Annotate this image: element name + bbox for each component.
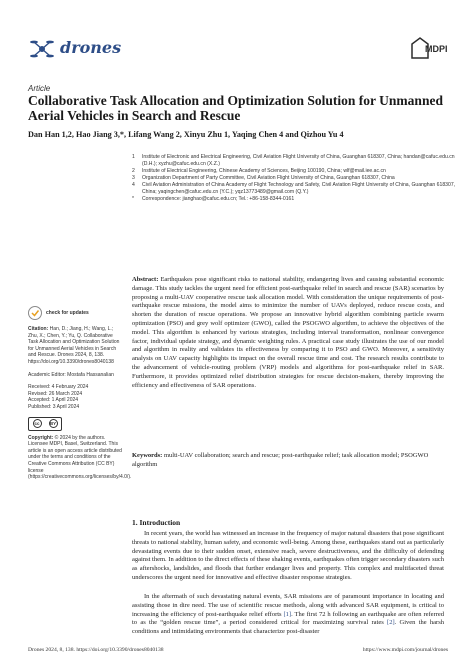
keywords-label: Keywords: bbox=[132, 452, 163, 459]
correspondence-item bbox=[132, 196, 462, 203]
article-type: Article bbox=[28, 84, 51, 93]
cc-license-badge[interactable] bbox=[28, 417, 62, 431]
copyright-text: © 2024 by the authors. Licensee MDPI, Basel, Switzerland. This article is an open access article distributed under the terms and conditions of the Creative Commons Attribution (CC BY) license (https://creativecommons.org/licenses/by/4.0/). bbox=[28, 434, 132, 481]
affiliations bbox=[132, 154, 462, 203]
affiliation-number: * bbox=[132, 196, 134, 202]
copyright-block bbox=[28, 434, 132, 481]
citation-block bbox=[28, 326, 124, 366]
check-updates-icon bbox=[28, 306, 42, 320]
paragraph-text: . Given the harsh conditions and intimidating environments that characterize post-disaster bbox=[132, 619, 444, 636]
affiliation-text: Institute of Electrical Engineering, Chinese Academy of Sciences, Beijing 100190, China; wlf@mail.iee.ac.cn bbox=[142, 168, 386, 174]
intro-paragraph-1: In recent years, the world has witnessed an increase in the frequency of major natural disasters that pose significant threats to national stability, human safety, and economic well-being. Among these, earthquakes stand out as particularly devastating events due to their sudden onset, extensive reach, severe destructiveness, and the difficulty of defending against them. In addition to the direct effects of these shaking events, earthquakes often trigger secondary disasters such as aftershocks, landslides, and floods that further endanger lives and property. This complex and multifaceted threat underscores the urgent need for innovative and effective disaster response strategies. bbox=[132, 530, 444, 581]
abstract-text: Earthquakes pose significant risks to national stability, endangering lives and causing substantial economic damage. This study tackles the urgent need for efficient post-earthquake relief in search and rescue (SAR) scenarios by proposing a multi-UAV cooperative rescue task allocation model. With consideration the unique requirements of post-earthquake rescue missions, the model aims to minimize the number of UAVs deployed, reduce rescue costs, and shorten the duration of rescue operations. We propose an innovative hybrid algorithm combining particle swarm optimization (PSO) and grey wolf optimizer (GWO), called the PSOGWO algorithm, to achieve the objectives of the model. This algorithm is enhanced by various strategies, including interval transformation, nonlinear convergence factor, individual update strategy, and dynamic weighting rules. A practical case study illustrates the use of our model and algorithm in reality and validates its effectiveness by comparing it to PSO and GWO. Moreover, a sensitivity analysis on UAV capacity highlights its impact on the overall rescue time and cost. The research results contribute to the advancement of vehicle-routing problem (VRP) models and algorithms for post-earthquake relief in SAR. Furthermore, it provides optimized relief distribution strategies for rescue decision-makers, thereby improving the efficiency and effectiveness of SAR operations. bbox=[132, 276, 444, 389]
publisher-name: MDPI bbox=[425, 44, 448, 54]
footer-citation: Drones 2024, 8, 138. https://doi.org/10.3390/drones8040138 bbox=[28, 647, 164, 653]
by-icon: BY bbox=[49, 421, 57, 427]
journal-name: drones bbox=[60, 38, 122, 57]
affiliation-number: 3 bbox=[132, 175, 135, 181]
section-heading: 1. Introduction bbox=[132, 518, 181, 527]
affiliation-number: 4 bbox=[132, 182, 135, 188]
abstract-label: Abstract: bbox=[132, 276, 159, 283]
affiliation-number: 2 bbox=[132, 168, 135, 174]
academic-editor: Academic Editor: Mostafa Hassanalian bbox=[28, 371, 114, 378]
page-footer bbox=[28, 647, 448, 653]
reference-link[interactable]: [2] bbox=[387, 619, 395, 627]
affiliation-number: 1 bbox=[132, 154, 135, 160]
affiliation-item bbox=[132, 182, 462, 196]
copyright-label: Copyright: bbox=[28, 434, 54, 441]
author-list: Dan Han 1,2, Hao Jiang 3,*, Lifang Wang 2, Xinyu Zhu 1, Yaqing Chen 4 and Qizhou Yu 4 bbox=[28, 130, 344, 139]
correspondence-text: Correspondence: jianghao@cafuc.edu.cn; Tel.: +86-158-8344-0161 bbox=[142, 196, 295, 202]
affiliation-text: Institute of Electronic and Electrical Engineering, Civil Aviation Flight University of China, Guanghan 618307, China; handan@cafuc.edu.cn (D.H.); xyzhu@cafuc.edu.cn (X.Z.) bbox=[142, 154, 455, 167]
citation-text: Han, D.; Jiang, H.; Wang, L.; Zhu, X.; Chen, Y.; Yu, Q. Collaborative Task Allocation and Optimization Solution for Unmanned Aerial Vehicles in Search and Rescue. Drones 2024, 8, 138. https://doi.org/10.3390/drones8040138 bbox=[28, 326, 120, 365]
published-date: Published: 3 April 2024 bbox=[28, 403, 80, 410]
keywords bbox=[132, 452, 444, 470]
page-header bbox=[0, 0, 474, 80]
citation-label: Citation: bbox=[28, 326, 49, 332]
received-date: Received: 4 February 2024 bbox=[28, 384, 89, 391]
keywords-text: multi-UAV collaboration; search and rescue; post-earthquake relief; task allocation model; PSOGWO algorithm bbox=[132, 452, 429, 468]
affiliation-item bbox=[132, 168, 462, 175]
affiliation-item bbox=[132, 154, 462, 168]
intro-paragraph-2 bbox=[132, 593, 444, 637]
check-for-updates-badge[interactable] bbox=[28, 306, 124, 320]
paragraph-text: . The first 72 h following an earthquake are often referred to as the “golden rescue time”, a period considered critical for maximizing survival rates bbox=[132, 610, 445, 627]
article-title: Collaborative Task Allocation and Optimization Solution for Unmanned Aerial Vehicles in Search and Rescue bbox=[28, 93, 443, 123]
abstract bbox=[132, 276, 444, 390]
reference-link[interactable]: [1] bbox=[283, 610, 292, 618]
revised-date: Revised: 26 March 2024 bbox=[28, 390, 83, 397]
sidebar bbox=[28, 306, 132, 487]
accepted-date: Accepted: 1 April 2024 bbox=[28, 397, 79, 404]
affiliation-text: Organization Department of Party Committee, Civil Aviation Flight University of China, Guanghan 618307, China bbox=[142, 175, 395, 181]
drone-icon bbox=[28, 38, 56, 60]
affiliation-item bbox=[132, 175, 462, 182]
editor-block bbox=[28, 372, 124, 379]
paragraph-text: In the aftermath of such devastating natural events, SAR missions are of paramount importance in locating and assisting those in dire need. The use of scientific rescue methods, along with advanced SAR equipment, is critical to increasing the efficiency of post-earthquake relief efforts bbox=[132, 593, 444, 618]
footer-journal-url[interactable]: https://www.mdpi.com/journal/drones bbox=[362, 647, 448, 653]
check-updates-label: check for updates bbox=[46, 310, 89, 316]
dates-block bbox=[28, 384, 124, 410]
cc-icon: cc bbox=[34, 421, 40, 427]
affiliation-text: Civil Aviation Administration of China Academy of Flight Technology and Safety, Civil Aviation Flight University of China, Guanghan 618307, China; yaqingchen@cafuc.edu.cn (Y.C.); yqz13773489@gmail.com (Q.Y.) bbox=[142, 182, 456, 195]
